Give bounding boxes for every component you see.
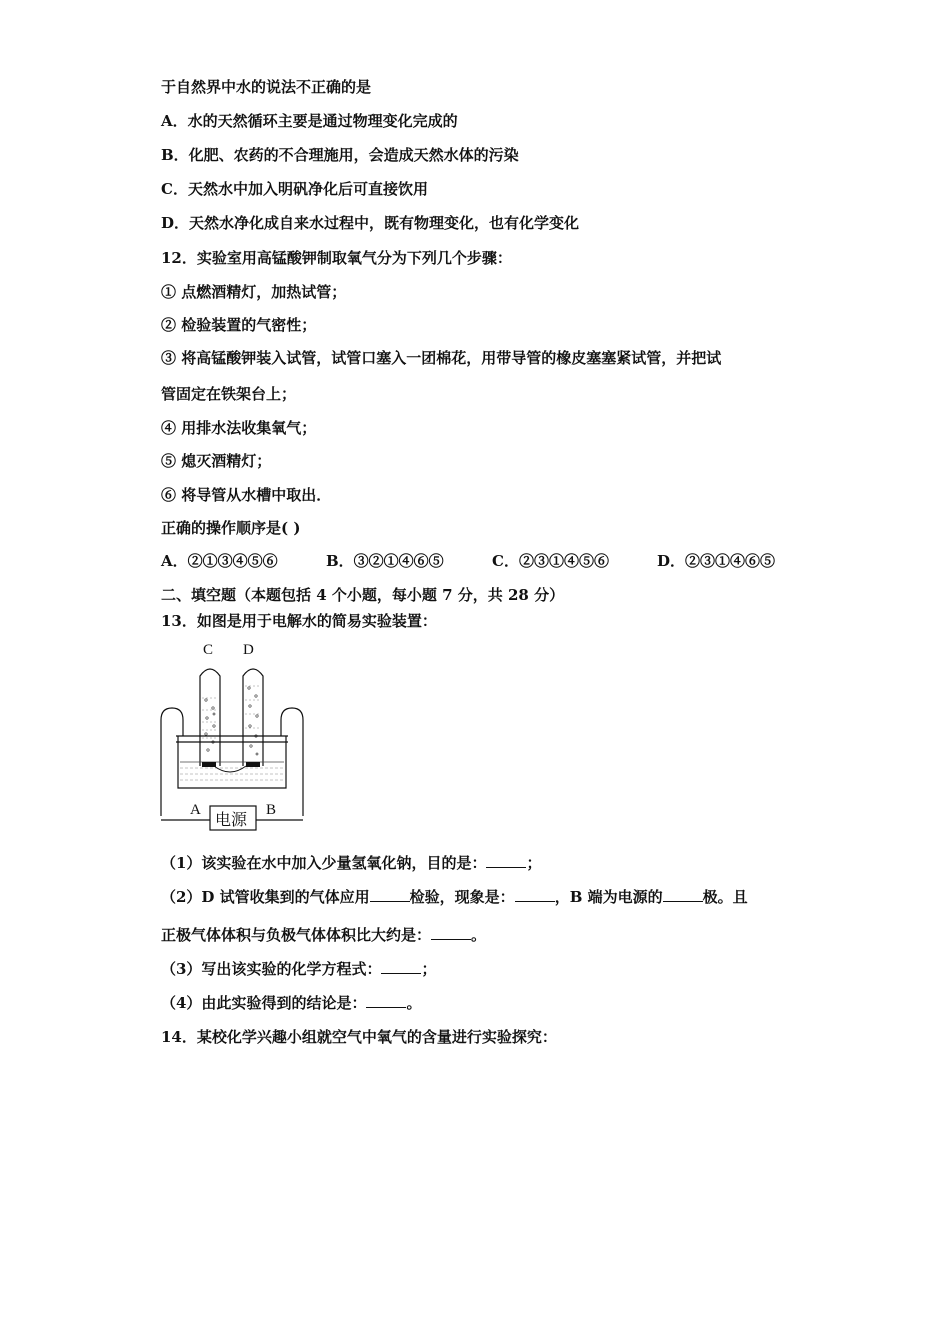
answer-blank[interactable] <box>431 925 471 940</box>
q11-option-d: D．天然水净化成自来水过程中，既有物理变化，也有化学变化 <box>161 214 580 232</box>
section-2-heading: 二、填空题（本题包括 4 个小题，每小题 7 分，共 28 分） <box>161 586 565 604</box>
q12-step: ③ 将高锰酸钾装入试管，试管口塞入一团棉花，用带导管的橡皮塞塞紧试管，并把试 <box>161 349 722 367</box>
q13-sub2-line2: 正极气体体积与负极气体体积比大约是： 。 <box>161 926 487 944</box>
answer-blank[interactable] <box>381 959 421 974</box>
q12-step: ④ 用排水法收集氧气； <box>161 419 317 437</box>
q12-stem: 12．实验室用高锰酸钾制取氧气分为下列几个步骤： <box>161 249 512 267</box>
power-wires <box>161 708 303 820</box>
q12-choices <box>161 551 801 571</box>
q14-stem: 14．某校化学兴趣小组就空气中氧气的含量进行实验探究： <box>161 1028 557 1046</box>
q11-option-a: A．水的天然循环主要是通过物理变化完成的 <box>161 112 458 130</box>
q11-option-b: B．化肥、农药的不合理施用，会造成天然水体的污染 <box>161 146 519 164</box>
q12-question: 正确的操作顺序是( ) <box>161 519 301 537</box>
q12-step: ⑤ 熄灭酒精灯； <box>161 452 272 470</box>
q12-choice-c: C．②③①④⑤⑥ <box>492 552 609 570</box>
electrodes <box>202 762 260 772</box>
q13-sub3: （3）写出该实验的化学方程式： ； <box>161 960 437 978</box>
power-source <box>210 806 256 830</box>
power-source-label: 电源 <box>215 810 248 829</box>
label-c: C <box>203 642 214 658</box>
answer-blank[interactable] <box>486 853 526 868</box>
answer-blank[interactable] <box>663 887 703 902</box>
q12-choice-a: A．②①③④⑤⑥ <box>161 552 278 570</box>
water-trough <box>176 736 288 788</box>
answer-blank[interactable] <box>515 887 555 902</box>
q12-step: ② 检验装置的气密性； <box>161 316 317 334</box>
label-d: D <box>243 642 254 658</box>
electrolysis-apparatus-figure <box>158 638 308 836</box>
q13-sub4: （4）由此实验得到的结论是： 。 <box>161 994 422 1012</box>
q12-step: ⑥ 将导管从水槽中取出． <box>161 486 332 504</box>
q12-choice-d: D．②③①④⑥⑤ <box>657 552 776 570</box>
q11-option-c: C．天然水中加入明矾净化后可直接饮用 <box>161 180 428 198</box>
q12-step: ① 点燃酒精灯，加热试管； <box>161 283 347 301</box>
q13-sub1: （1）该实验在水中加入少量氢氧化钠，目的是： ； <box>161 854 542 872</box>
test-tube-c <box>200 669 220 766</box>
q11-stem-tail: 于自然界中水的说法不正确的是 <box>161 78 372 96</box>
q13-sub2: （2）D 试管收集到的气体应用 检验，现象是： ，B 端为电源的 极。且 <box>161 888 748 906</box>
label-b: B <box>266 802 277 818</box>
answer-blank[interactable] <box>370 887 410 902</box>
q12-step: 管固定在铁架台上； <box>161 385 297 403</box>
test-tube-d <box>243 669 263 766</box>
label-a: A <box>190 802 201 818</box>
q12-choice-b: B．③②①④⑥⑤ <box>326 552 444 570</box>
answer-blank[interactable] <box>366 993 406 1008</box>
q13-stem: 13．如图是用于电解水的简易实验装置： <box>161 612 437 630</box>
